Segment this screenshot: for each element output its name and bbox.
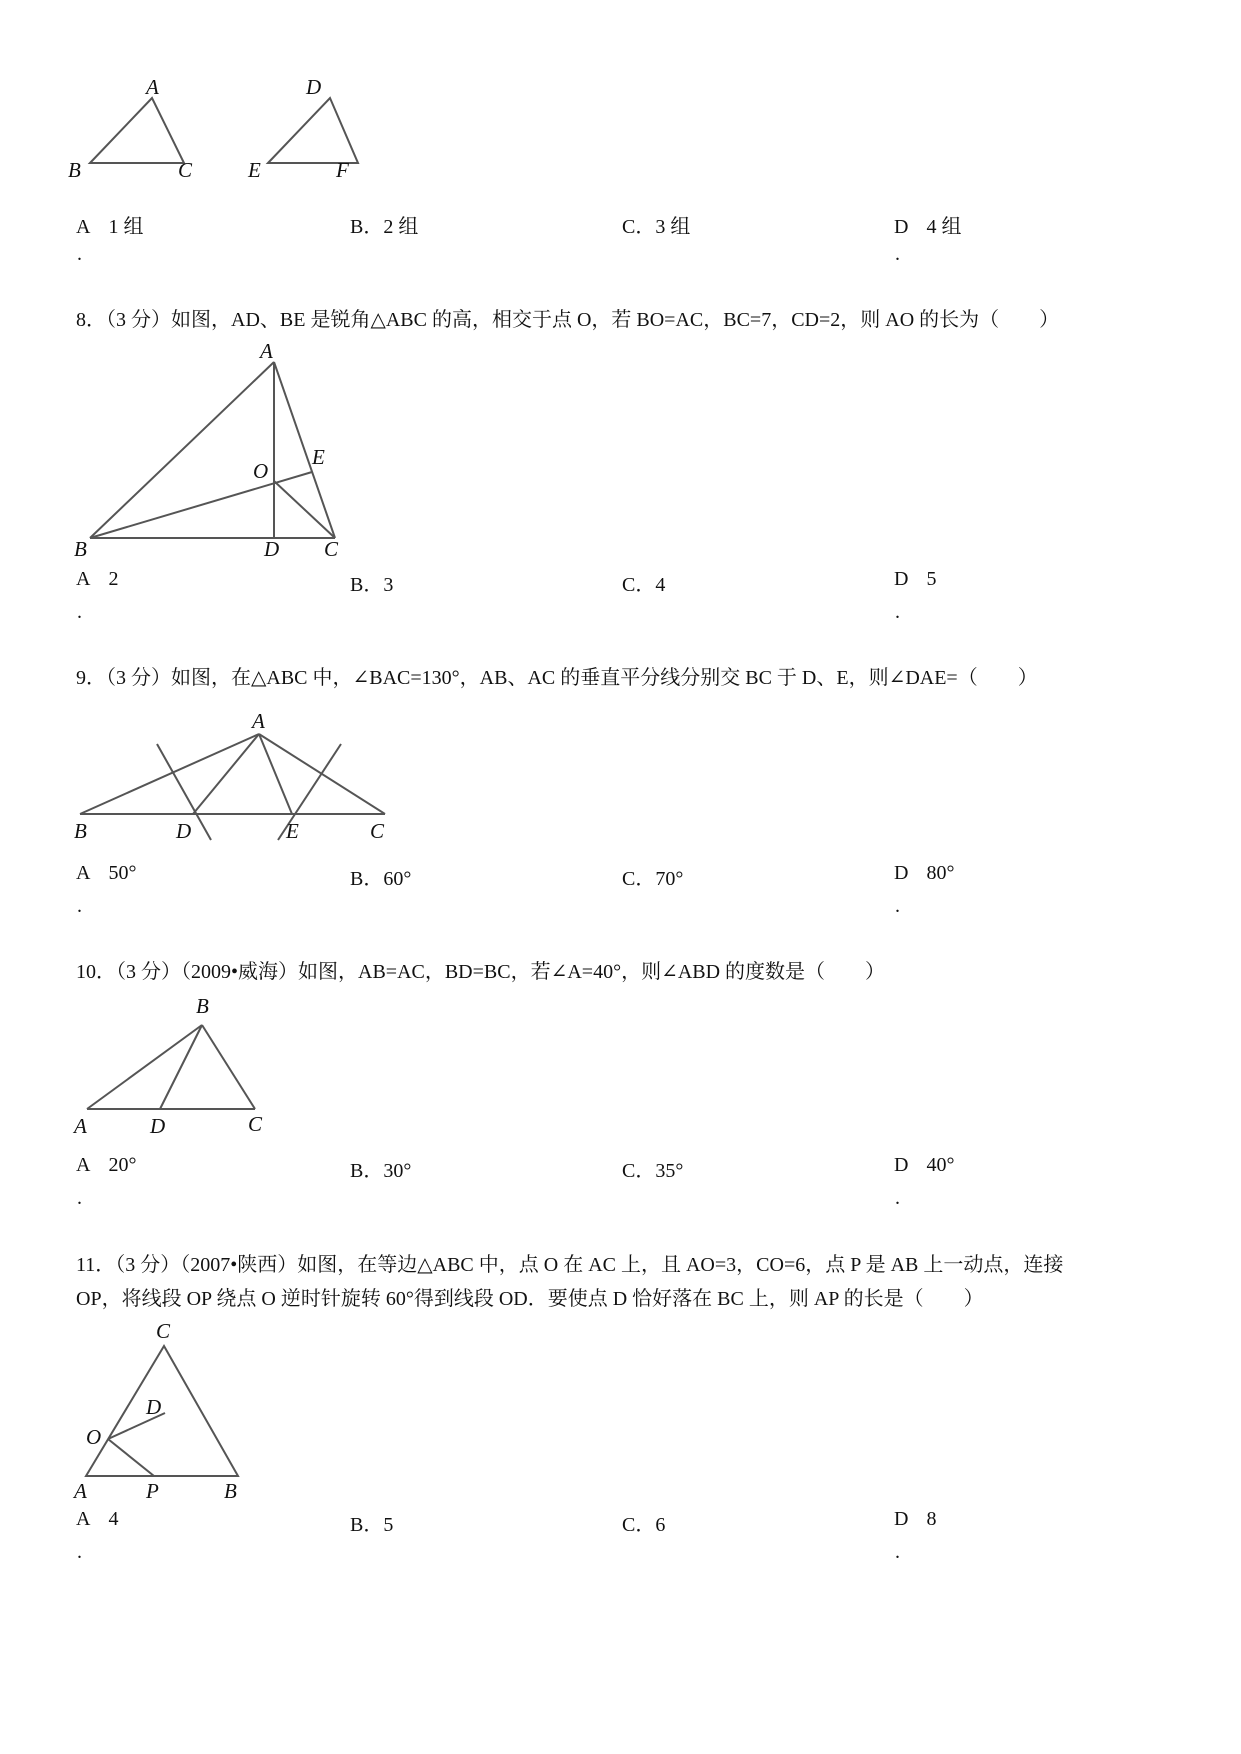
q9-figure [60,700,420,850]
label-a: A [146,75,159,99]
q7-option-d-dot: . [895,243,900,265]
option-text: 70° [655,868,684,890]
option-letter: A [76,568,91,590]
option-text: 3 [383,574,394,596]
label-c: C [324,537,339,561]
label-c: C [248,1112,263,1136]
q10-figure [60,995,290,1145]
option-text: 5 [926,568,937,590]
q9-option-d-dot: . [895,895,900,917]
segment-ae [259,734,292,814]
option-text: 30° [383,1160,412,1182]
option-letter: A [76,1154,91,1176]
label-b: B [74,537,87,561]
q8-option-a[interactable] [76,568,118,591]
q9-option-d[interactable] [894,862,954,885]
q7-option-a[interactable] [76,210,143,239]
side-ac [274,362,335,538]
label-o: O [253,459,269,483]
q7-option-c[interactable] [622,210,690,239]
label-a: A [74,1479,87,1503]
label-d: D [306,75,322,99]
segment-bd [160,1025,202,1109]
option-letter: C． [622,1514,656,1536]
label-o: O [86,1425,102,1449]
option-text: 1 组 [108,216,144,238]
option-text: 4 [108,1508,119,1530]
q8-option-b[interactable] [350,568,393,597]
q7-figure-triangle-def [240,70,410,195]
label-d: D [176,819,192,843]
triangle-def-shape [268,98,358,163]
option-letter: B． [350,1514,384,1536]
option-letter: C． [622,574,656,596]
label-e: E [248,158,261,182]
side-ab [87,1025,202,1109]
label-d: D [150,1114,166,1138]
q8-figure [60,340,380,565]
q8-question-text: 8．（3 分）如图，AD、BE 是锐角△ABC 的高，相交于点 O，若 BO=AC，BC=7，CD=2，则 AO 的长为（ ） [76,309,1060,331]
q11-option-b[interactable] [350,1508,393,1537]
q10-option-d[interactable] [894,1154,954,1177]
q7-figure-triangle-abc [60,70,230,195]
label-b: B [74,819,87,843]
option-letter: D [894,862,909,884]
q7-option-b[interactable] [350,210,418,239]
triangle-abc-shape [86,1346,238,1476]
q8-option-d-dot: . [895,601,900,623]
label-f: F [336,158,349,182]
option-text: 2 组 [383,216,419,238]
label-a: A [74,1114,87,1138]
option-text: 20° [108,1154,137,1176]
option-letter: D [894,568,909,590]
q7-option-d[interactable] [894,210,961,239]
q9-option-a[interactable] [76,862,136,885]
q8-option-a-dot: . [77,601,82,623]
q9-option-a-dot: . [77,895,82,917]
q9-question-text: 9．（3 分）如图，在△ABC 中，∠BAC=130°，AB、AC 的垂直平分线分别交 BC 于 D、E，则∠DAE=（ ） [76,667,1038,689]
option-letter: C． [622,216,656,238]
side-bc [202,1025,255,1109]
option-letter: C． [622,1160,656,1182]
label-e: E [312,445,325,469]
q10-option-d-dot: . [895,1187,900,1209]
option-letter: A [76,862,91,884]
q7-option-a-dot: . [77,243,82,265]
q11-question-text-line2: OP，将线段 OP 绕点 O 逆时针旋转 60°得到线段 OD．要使点 D 恰好落在 BC 上，则 AP 的长是（ ） [76,1288,984,1310]
segment-op [108,1439,154,1476]
q11-option-d-dot: . [895,1541,900,1563]
q9-option-c[interactable] [622,862,683,891]
label-b: B [224,1479,237,1503]
label-d: D [264,537,280,561]
option-text: 40° [926,1154,955,1176]
option-text: 50° [108,862,137,884]
option-letter: C． [622,868,656,890]
q10-option-c[interactable] [622,1154,683,1183]
q11-option-a-dot: . [77,1541,82,1563]
q8-option-c[interactable] [622,568,665,597]
q10-question-text: 10．（3 分）（2009•威海）如图，AB=AC，BD=BC，若∠A=40°，则∠ABD 的度数是（ ） [76,961,886,983]
label-d: D [146,1395,162,1419]
option-text: 80° [926,862,955,884]
q9-option-b[interactable] [350,862,411,891]
option-letter: B． [350,1160,384,1182]
option-text: 4 [655,574,666,596]
triangle-abc-shape [90,98,184,163]
label-c: C [370,819,385,843]
q11-option-d[interactable] [894,1508,936,1531]
label-b: B [196,994,209,1018]
option-letter: D [894,1154,909,1176]
option-text: 3 组 [655,216,691,238]
q8-option-d[interactable] [894,568,936,591]
q11-option-c[interactable] [622,1508,665,1537]
q11-option-a[interactable] [76,1508,118,1531]
label-e: E [286,819,299,843]
option-letter: D [894,216,909,238]
option-text: 8 [926,1508,937,1530]
q10-option-b[interactable] [350,1154,411,1183]
option-letter: B． [350,868,384,890]
q10-option-a-dot: . [77,1187,82,1209]
option-text: 2 [108,568,119,590]
option-letter: A [76,216,91,238]
option-text: 4 组 [926,216,962,238]
label-a: A [252,709,265,733]
option-letter: B． [350,574,384,596]
side-ab [80,734,259,814]
option-text: 5 [383,1514,394,1536]
label-a: A [260,339,273,363]
label-c: C [156,1319,171,1343]
option-letter: D [894,1508,909,1530]
option-text: 60° [383,868,412,890]
option-text: 35° [655,1160,684,1182]
option-letter: A [76,1508,91,1530]
option-text: 6 [655,1514,666,1536]
segment-ad [193,734,259,814]
label-p: P [146,1479,159,1503]
q10-option-a[interactable] [76,1154,136,1177]
q11-figure [60,1318,280,1503]
option-letter: B． [350,216,384,238]
label-c: C [178,158,193,182]
q11-question-text-line1: 11．（3 分）（2007•陕西）如图，在等边△ABC 中，点 O 在 AC 上，且 AO=3，CO=6，点 P 是 AB 上一动点，连接 [76,1254,1064,1276]
label-b: B [68,158,81,182]
